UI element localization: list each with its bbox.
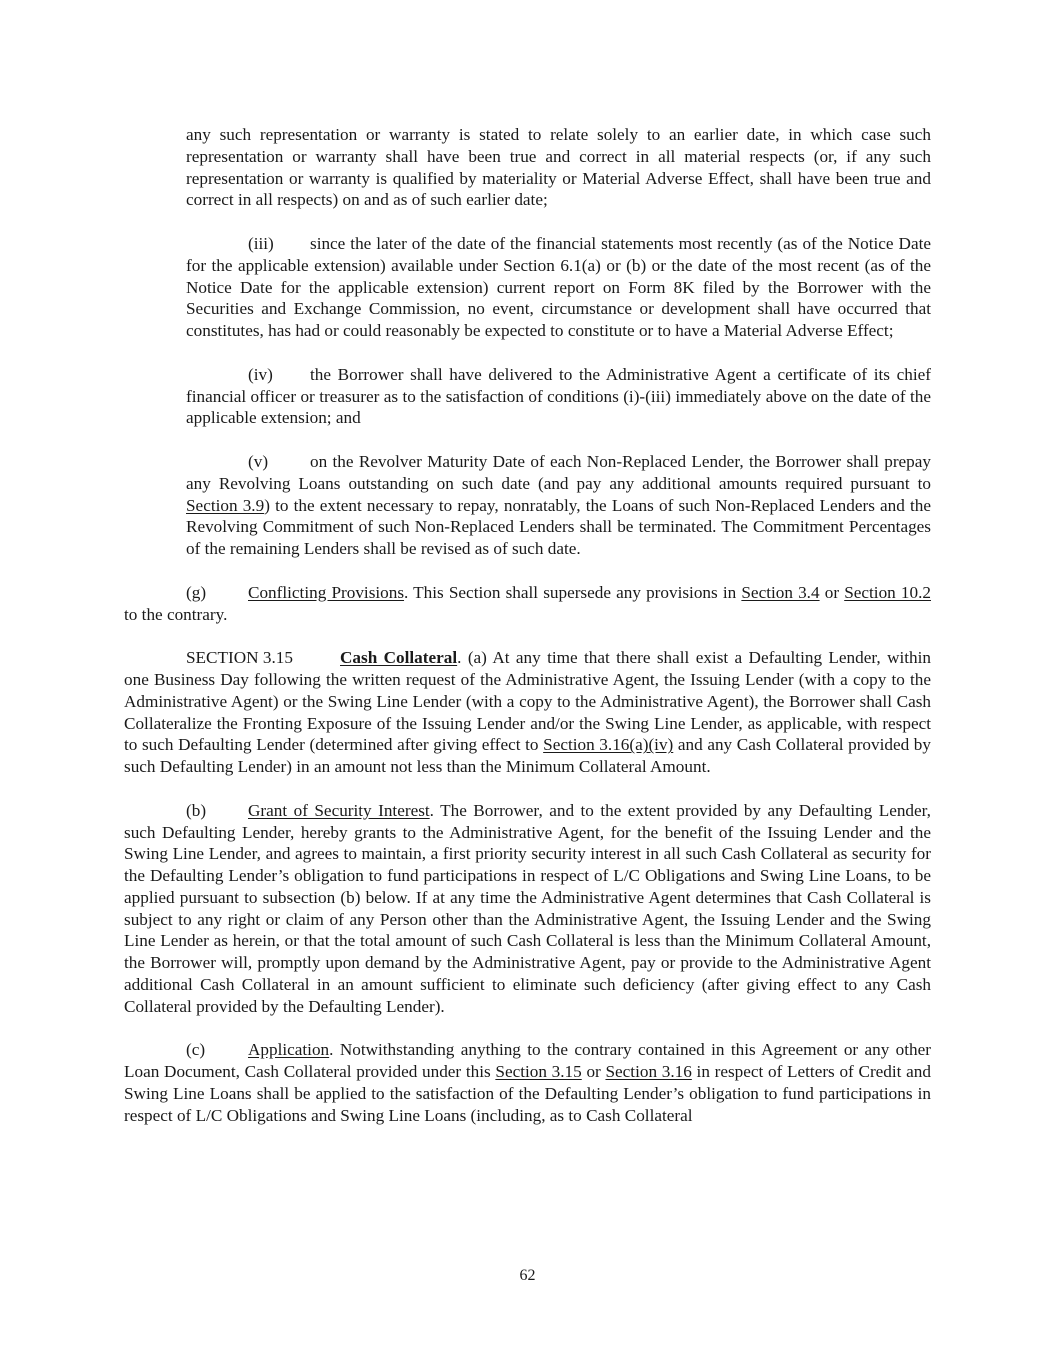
paragraph-text: . The Borrower, and to the extent provided by any Defaulting Lender, such Defaulting Lender, hereby grants to the Administrative Agent, for the benefit of the Issuing Lender and the Swing Line Lender, and agrees to maintain, a first priority security interest in all such Cash Collateral as security for the Defaulting Lender’s obligation to fund participations in respect of L/C Obligations and Swing Line Loans, to be applied pursuant to subsection (b) below. If at any time the Administrative Agent determines that Cash Collateral is subject to any right or claim of any Person other than the Administrative Agent, the Issuing Lender and the Swing Line Lender as herein, or that the total amount of such Cash Collateral is less than the Minimum Collateral Amount, the Borrower will, promptly upon demand by the Administrative Agent, pay or provide to the Administrative Agent additional Cash Collateral in an amount sufficient to eliminate such deficiency (after giving effect to any Cash Collateral provided by the Defaulting Lender).: [124, 800, 931, 1016]
page-number: 62: [519, 1267, 536, 1284]
paragraph-c: [124, 1039, 931, 1126]
paragraph-text: . (a) At any time that there shall exist a Defaulting Lender, within one Business Day following the written request of the Administrative Agent, the Issuing Lender (with a copy to the Administrative Agent) or the Swing Line Lender (with a copy to the Administrative Agent), the Borrower shall Cash Collateralize the Fronting Exposure of the Issuing Lender and/or the Swing Line Lender, as applicable, with respect to such Defaulting Lender (determined after giving effect to: [124, 648, 931, 755]
document-page: [124, 124, 931, 1148]
clause-heading: Conflicting Provisions: [248, 582, 405, 602]
clause-number: (iii): [248, 233, 274, 253]
section-3-15: [124, 647, 931, 778]
paragraph-b: [124, 800, 931, 1018]
paragraph-text: in respect of Letters of Credit and Swing Line Loans shall be applied to the satisfaction of the Defaulting Lender’s obligation to fund participations in respect of L/C Obligations and Swing Line Loans (including, as to Cash Collateral: [124, 1062, 931, 1125]
section-reference: Section 3.16: [605, 1062, 692, 1082]
paragraph-text: since the later of the date of the financial statements most recently (as of the Notice Date for the applicable extension) available under Section 6.1(a) or (b) or the date of the most recent (as of the Notice Date for the applicable extension) current report on Form 8K filed by the Borrower with the Securities and Exchange Commission, no event, circumstance or development shall have occurred that constitutes, has had or could reasonably be expected to constitute or to have a Material Adverse Effect;: [186, 233, 931, 341]
clause-number: (b): [186, 800, 207, 820]
paragraph-text: the Borrower shall have delivered to the Administrative Agent a certificate of its chief financial officer or treasurer as to the satisfaction of conditions (i)-(iii) immediately above on the date of the applicable extension; and: [186, 364, 931, 428]
clause-number: (v): [248, 451, 269, 471]
clause-number: (g): [186, 582, 207, 602]
section-reference: Section 3.16(a)(iv): [543, 735, 674, 755]
section-reference: Section 10.2: [844, 582, 931, 602]
clause-number: (c): [186, 1040, 206, 1060]
paragraph-text: or: [819, 582, 845, 602]
paragraph-text: . Notwithstanding anything to the contrary contained in this Agreement or any other Loan Document, Cash Collateral provided under this: [124, 1040, 931, 1082]
section-reference: Section 3.9: [186, 495, 265, 515]
paragraph-text: . This Section shall supersede any provisions in: [404, 582, 742, 602]
clause-heading: Grant of Security Interest: [248, 800, 430, 820]
paragraph-text: any such representation or warranty is stated to relate solely to an earlier date, in which case such representation or warranty shall have been true and correct in all material respects (or, if any such representation or warranty is qualified by materiality or Material Adverse Effect, shall have been true and correct in all respects) on and as of such earlier date;: [186, 125, 931, 210]
section-reference: Section 3.15: [495, 1062, 582, 1082]
paragraph-v: [186, 451, 931, 560]
paragraph-text: to the contrary.: [124, 604, 228, 624]
section-number: SECTION 3.15: [186, 648, 293, 668]
section-title: Cash Collateral: [340, 648, 458, 668]
clause-number: (iv): [248, 364, 273, 384]
paragraph-text: and any Cash Collateral provided by such Defaulting Lender) in an amount not less than the Minimum Collateral Amount.: [124, 735, 931, 777]
section-reference: Section 3.4: [741, 582, 820, 602]
paragraph-text: or: [581, 1062, 606, 1082]
paragraph-iv: [186, 364, 931, 429]
paragraph-g: [124, 582, 931, 626]
paragraph-continuation: [186, 124, 931, 211]
paragraph-text: on the Revolver Maturity Date of each Non-Replaced Lender, the Borrower shall prepay any Revolving Loans outstanding on such date (and pay any additional amounts required pursuant to: [186, 451, 931, 493]
paragraph-iii: [186, 233, 931, 342]
clause-heading: Application: [248, 1040, 330, 1060]
paragraph-text: ) to the extent necessary to repay, nonratably, the Loans of such Non-Replaced Lenders and the Revolving Commitment of such Non-Replaced Lenders shall be terminated. The Commitment Percentages of the remaining Lenders shall be revised as of such date.: [186, 495, 932, 559]
